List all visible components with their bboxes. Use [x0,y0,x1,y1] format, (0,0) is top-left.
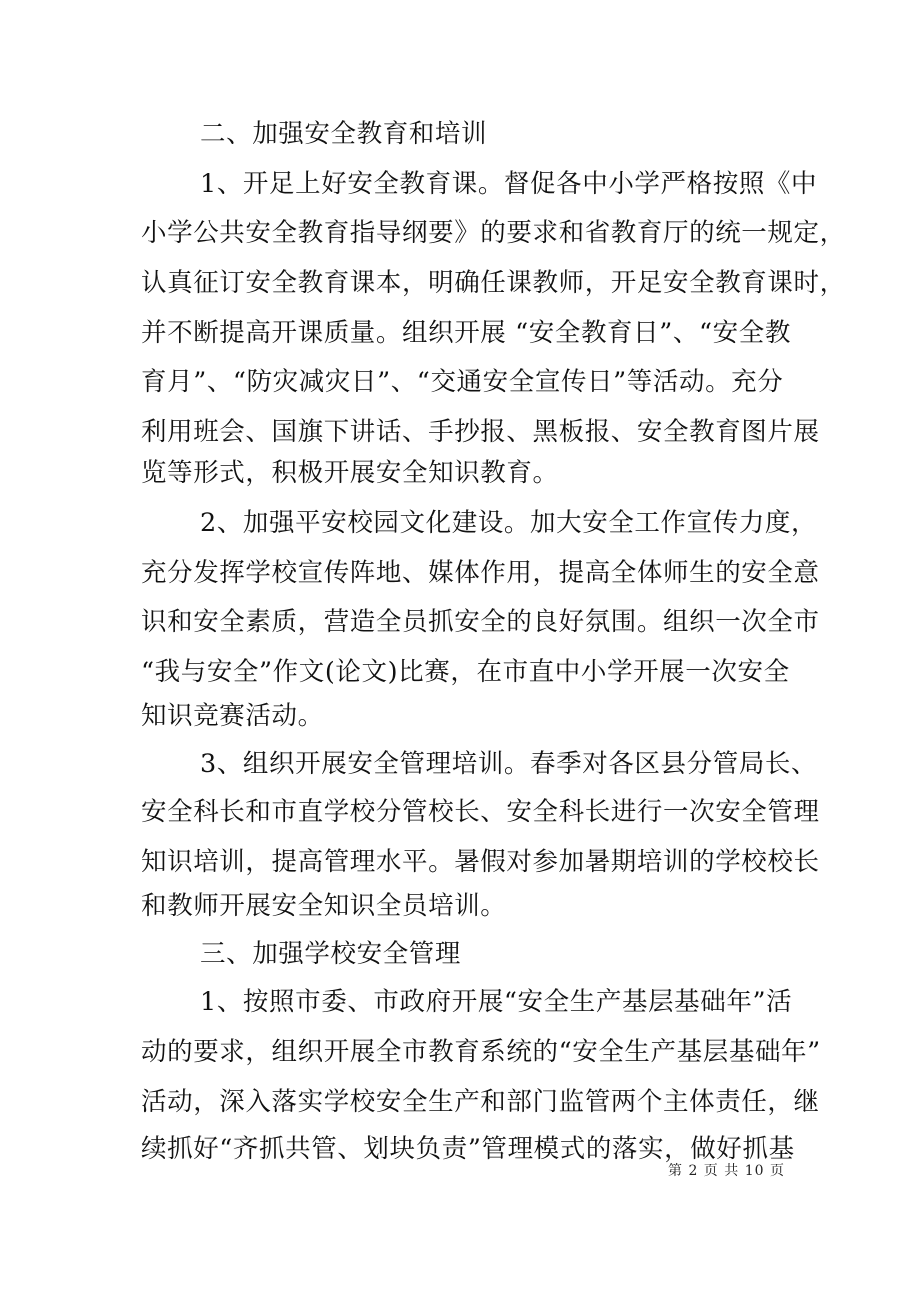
paragraph-line: 育月”、“防灾减灾日”、“交通安全宣传日”等活动。充分 [141,367,784,397]
paragraph-line: 并不断提高开课质量。组织开展 “安全教育日”、“安全教 [141,318,791,348]
paragraph-line: 1、按照市委、市政府开展“安全生产基层基础年”活 [200,987,793,1017]
paragraph-line: 利用班会、国旗下讲话、手抄报、黑板报、安全教育图片展 [141,417,820,447]
paragraph-line: 活动，深入落实学校安全生产和部门监管两个主体责任，继 [141,1087,820,1117]
paragraph-line: 安全科长和市直学校分管校长、安全科长进行一次安全管理 [141,797,820,827]
paragraph-line: 和教师开展安全知识全员培训。 [141,891,507,921]
paragraph-line: 识和安全素质，营造全员抓安全的良好氛围。组织一次全市 [141,607,820,637]
paragraph-line: 3、组织开展安全管理培训。春季对各区县分管局长、 [200,749,818,779]
paragraph-line: 续抓好“齐抓共管、划块负责”管理模式的落实，做好抓基 [141,1134,795,1164]
paragraph-line: “我与安全”作文(论文)比赛，在市直中小学开展一次安全 [141,657,790,687]
paragraph-line: 知识竞赛活动。 [141,701,324,731]
section-heading-3: 三、加强学校安全管理 [200,939,462,969]
paragraph-line: 充分发挥学校宣传阵地、媒体作用，提高全体师生的安全意 [141,558,820,588]
paragraph-line: 认真征订安全教育课本，明确任课教师，开足安全教育课时， [141,268,846,298]
section-heading-2: 二、加强安全教育和培训 [200,119,488,149]
paragraph-line: 小学公共安全教育指导纲要》的要求和省教育厅的统一规定， [141,218,846,248]
paragraph-line: 动的要求，组织开展全市教育系统的“安全生产基层基础年” [141,1037,821,1067]
paragraph-line: 2、加强平安校园文化建设。加大安全工作宣传力度， [200,508,818,538]
paragraph-line: 1、开足上好安全教育课。督促各中小学严格按照《中 [200,169,818,199]
paragraph-line: 知识培训，提高管理水平。暑假对参加暑期培训的学校校长 [141,847,820,877]
paragraph-line: 览等形式，积极开展安全知识教育。 [141,458,559,488]
page-number-footer: 第 2 页 共 10 页 [668,1163,785,1179]
